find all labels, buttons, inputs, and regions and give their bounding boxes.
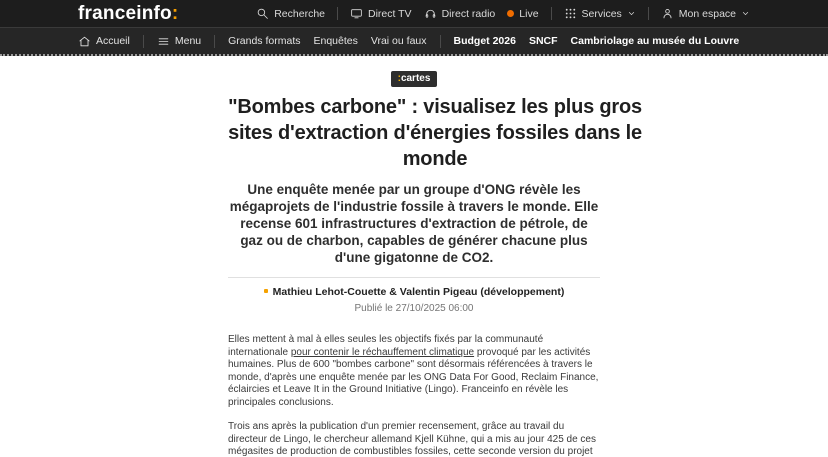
franceinfo-logo[interactable]: [78, 4, 178, 23]
nav-link-enquetes[interactable]: Enquêtes: [313, 35, 358, 47]
header-divider: [551, 7, 552, 20]
paragraph-2: Trois ans après la publication d'un premier recensement, grâce au travail du directeur de Lingo, le chercheur allemand Kjell Kühne, qui a mis au jour 425 de ces mégasites de production de combustibles fossiles, cette seconde version du projet: [228, 421, 596, 457]
byline-divider: [228, 277, 600, 278]
paragraph-1-text-before: Elles mettent à mal à elles seules les objectifs fixés par la communauté internationale: [228, 334, 544, 358]
paragraph-1-link[interactable]: pour contenir le réchauffement climatique: [290, 346, 475, 358]
services-label: Services: [581, 7, 622, 20]
paragraph-1: [228, 334, 600, 409]
category-badge-cartes[interactable]: [391, 71, 438, 87]
services-grid-icon: [564, 7, 577, 20]
tv-icon: [350, 7, 363, 20]
direct-radio-label: Direct radio: [441, 7, 496, 20]
nav-divider: [143, 35, 144, 48]
headphones-icon: [424, 7, 437, 20]
article-main: [228, 56, 642, 457]
live-button[interactable]: [507, 8, 538, 20]
live-label: Live: [519, 7, 539, 20]
direct-tv-button[interactable]: [350, 7, 412, 20]
published-date: Publié le 27/10/2025 06:00: [354, 303, 474, 314]
logo-text: franceinfo: [78, 3, 172, 24]
header-divider: [648, 7, 649, 20]
hamburger-icon: [157, 35, 170, 48]
byline[interactable]: [228, 286, 600, 298]
badge-label: cartes: [400, 73, 431, 84]
header-divider: [337, 7, 338, 20]
article-body: [228, 334, 600, 457]
nav-topic-cambriolage-louvre[interactable]: Cambriolage au musée du Louvre: [570, 35, 740, 47]
mon-espace-label: Mon espace: [678, 7, 736, 20]
site-nav: [0, 28, 828, 56]
nav-accueil-label: Accueil: [96, 35, 130, 47]
nav-menu-label: Menu: [174, 35, 202, 47]
direct-tv-label: Direct TV: [368, 7, 412, 20]
badge-colon: :: [397, 73, 401, 84]
site-header: [0, 0, 828, 28]
live-dot-icon: [507, 10, 514, 17]
byline-bullet-icon: [264, 289, 268, 293]
search-label: Recherche: [274, 7, 325, 20]
paragraph-1-text-after: provoqué par les activités humaines. Plus de 600 "bombes carbone" sont désormais référencées à travers le monde, d'après une enquête menée par les ONG Data For Good, Reclaim Finance, éclaircies et Leave It in the Ground Initiative (Lingo). Franceinfo en révèle les principales conclusions.: [228, 346, 599, 408]
byline-authors: Mathieu Lehot-Couette & Valentin Pigeau (développement): [272, 286, 565, 298]
nav-link-grands-formats[interactable]: Grands formats: [228, 35, 301, 47]
logo-colon-accent: :: [171, 3, 179, 24]
home-icon: [78, 35, 91, 48]
direct-radio-button[interactable]: [424, 7, 496, 20]
nav-divider: [214, 35, 215, 48]
search-button[interactable]: [256, 7, 325, 20]
article-title: "Bombes carbone" : visualisez les plus gros sites d'extraction d'énergies fossiles dans le monde: [228, 96, 642, 170]
services-button[interactable]: [564, 7, 636, 20]
chevron-down-icon: [741, 9, 750, 18]
person-icon: [661, 7, 674, 20]
nav-divider: [440, 35, 441, 48]
nav-accueil[interactable]: [78, 35, 130, 48]
search-icon: [256, 7, 269, 20]
chevron-down-icon: [627, 9, 636, 18]
nav-link-vrai-ou-faux[interactable]: Vrai ou faux: [370, 35, 427, 47]
header-actions: [256, 7, 750, 20]
mon-espace-button[interactable]: [661, 7, 750, 20]
nav-topic-sncf[interactable]: SNCF: [528, 35, 558, 47]
nav-menu-button[interactable]: [157, 35, 201, 48]
nav-topic-budget-2026[interactable]: Budget 2026: [453, 35, 516, 47]
article-subtitle: Une enquête menée par un groupe d'ONG révèle les mégaprojets de l'industrie fossile à travers le monde. Elle recense 601 infrastructures d'extraction de pétrole, de gaz ou de charbon, capables de générer chacune plus d'une gigatonne de CO2.: [229, 182, 599, 265]
